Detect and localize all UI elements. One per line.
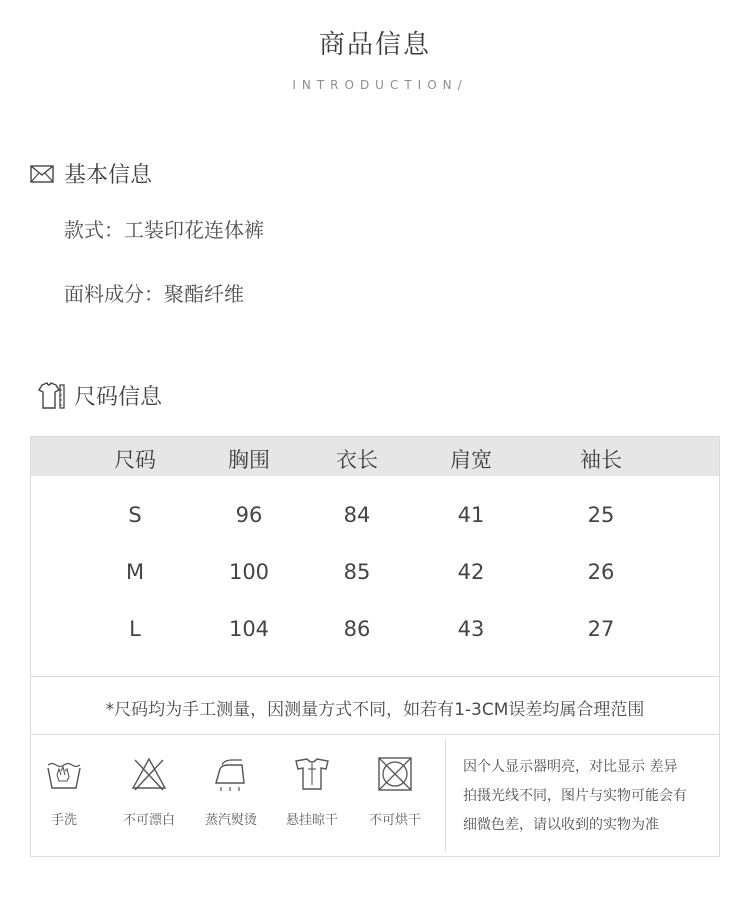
no-tumble-dry-icon bbox=[376, 755, 414, 793]
basic-info-heading-label: 基本信息 bbox=[64, 163, 153, 188]
care-item-hand-wash bbox=[24, 755, 104, 828]
table-cell: 86 bbox=[343, 617, 371, 641]
care-item-no-bleach bbox=[109, 755, 189, 828]
disclaimer-line: 拍摄光线不同，图片与实物可能会有 bbox=[463, 788, 687, 804]
column-header: 胸围 bbox=[228, 448, 270, 472]
size-note: *尺码均为手工测量，因测量方式不同，如若有1-3CM误差均属合理范围 bbox=[105, 700, 645, 720]
care-item-no-tumble-dry bbox=[355, 755, 435, 828]
style-line: 款式：工装印花连体裤 bbox=[64, 218, 264, 242]
table-cell: 84 bbox=[343, 503, 371, 527]
table-cell: 85 bbox=[343, 560, 371, 584]
table-cell: 43 bbox=[457, 617, 485, 641]
care-label: 悬挂晾干 bbox=[285, 813, 338, 828]
care-label: 不可漂白 bbox=[122, 813, 175, 828]
disclaimer-line: 细微色差，请以收到的实物为准 bbox=[463, 817, 659, 833]
care-label: 手洗 bbox=[50, 813, 77, 828]
care-label: 蒸汽熨烫 bbox=[204, 813, 257, 828]
size-info-heading-label: 尺码信息 bbox=[74, 385, 163, 410]
table-cell: 27 bbox=[587, 617, 615, 641]
care-label: 不可烘干 bbox=[368, 813, 421, 828]
care-item-steam-iron bbox=[191, 755, 271, 828]
no-bleach-icon bbox=[130, 755, 168, 793]
shirt-ruler-icon bbox=[36, 382, 66, 410]
table-cell: 104 bbox=[228, 617, 270, 641]
size-table bbox=[30, 436, 720, 857]
hang-dry-icon bbox=[293, 755, 331, 793]
column-header: 尺码 bbox=[114, 448, 156, 472]
page-title: 商品信息 bbox=[318, 30, 431, 60]
hand-wash-icon bbox=[45, 755, 83, 793]
basic-info-heading bbox=[30, 158, 152, 189]
envelope-icon bbox=[30, 165, 54, 183]
steam-iron-icon bbox=[212, 755, 250, 793]
divider bbox=[31, 734, 719, 735]
table-cell: 100 bbox=[228, 560, 270, 584]
page-subtitle: INTRODUCTION/ bbox=[292, 78, 468, 92]
column-header: 肩宽 bbox=[450, 448, 492, 472]
table-cell: L bbox=[129, 617, 141, 641]
divider bbox=[31, 676, 719, 677]
fabric-line: 面料成分：聚酯纤维 bbox=[64, 282, 244, 306]
column-header: 衣长 bbox=[336, 448, 378, 472]
table-cell: 41 bbox=[457, 503, 485, 527]
divider bbox=[445, 739, 446, 851]
table-cell: M bbox=[125, 560, 145, 584]
care-item-hang-dry bbox=[272, 755, 352, 828]
table-cell: 42 bbox=[457, 560, 485, 584]
table-cell: S bbox=[128, 503, 142, 527]
column-header: 袖长 bbox=[580, 448, 622, 472]
disclaimer-line: 因个人显示器明亮，对比显示 差异 bbox=[463, 759, 678, 775]
table-cell: 26 bbox=[587, 560, 615, 584]
table-header bbox=[31, 437, 719, 476]
table-cell: 96 bbox=[235, 503, 263, 527]
color-disclaimer bbox=[463, 753, 713, 840]
size-info-heading bbox=[36, 380, 162, 411]
table-cell: 25 bbox=[587, 503, 615, 527]
